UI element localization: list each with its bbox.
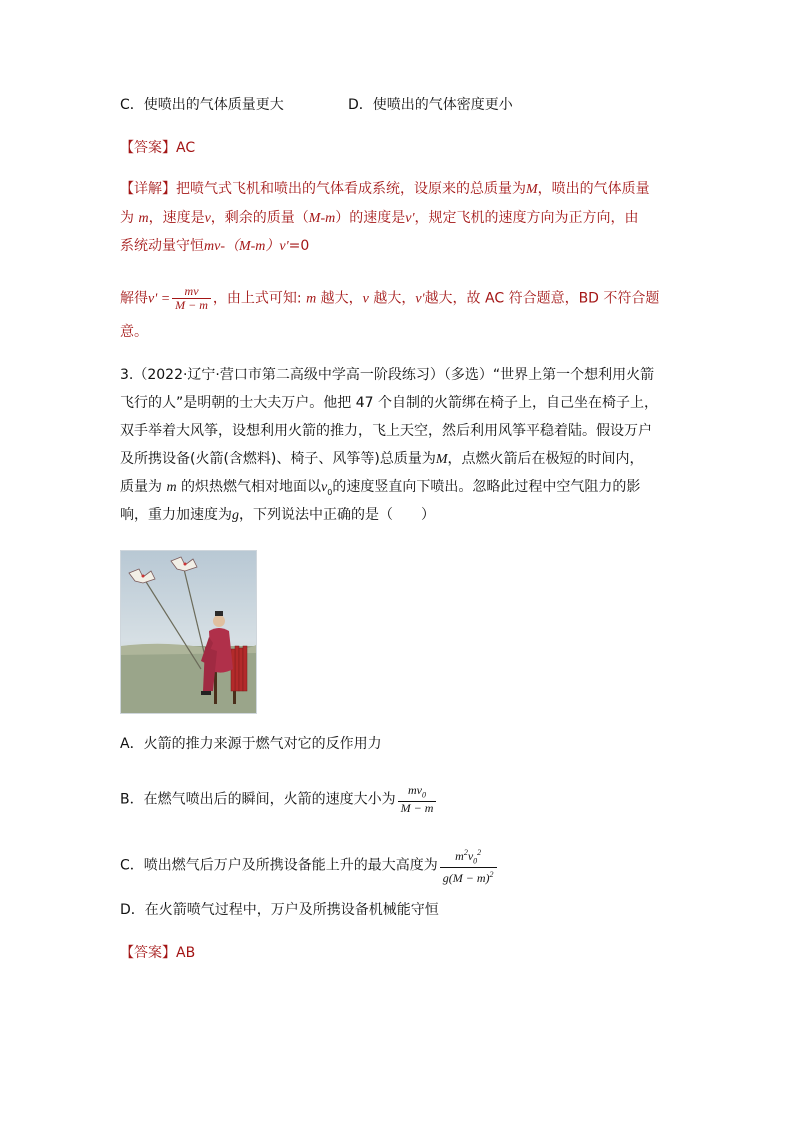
detail-text: ）的速度是	[335, 210, 406, 226]
question-stem-line-2: 飞行的人”是明朝的士大夫万户。他把 47 个自制的火箭绑在椅子上，自己坐在椅子上，	[120, 395, 658, 411]
solve-line	[120, 285, 659, 312]
option-c-q3	[120, 846, 499, 885]
fraction-numerator	[440, 846, 497, 868]
subscript: 0	[327, 487, 333, 497]
stem-text: ，点燃火箭后在极短的时间内，	[447, 451, 644, 467]
detail-text: 把喷气式飞机和喷出的气体看成系统，设原来的总质量为	[176, 181, 526, 197]
var-v0: v	[321, 480, 328, 495]
var-v-prime: v'	[415, 291, 425, 307]
option-d-q3: D．在火箭喷气过程中，万户及所携设备机械能守恒	[120, 902, 439, 918]
num-text: m	[455, 849, 464, 863]
detail-text: ，喷出的气体质量	[537, 181, 650, 197]
num-text: mv	[407, 783, 422, 797]
answer-value: AB	[176, 945, 196, 961]
detail-line-2	[120, 208, 638, 229]
var-m: m	[306, 291, 317, 307]
option-a: A．火箭的推力来源于燃气对它的反作用力	[120, 736, 382, 752]
superscript: 2	[489, 870, 494, 880]
stem-text: 响，重力加速度为	[120, 507, 232, 523]
detail-text: =0	[288, 238, 310, 254]
detail-text: ，规定飞机的速度方向为正方向，由	[414, 210, 639, 226]
subscript: 0	[421, 790, 426, 800]
option-c: C．使喷出的气体质量更大	[120, 97, 284, 113]
stem-text: 质量为	[120, 479, 167, 495]
var-g: g	[232, 508, 239, 523]
var-M: M	[526, 182, 538, 197]
stem-text: 及所携设备(火箭(含燃料)、椅子、风筝等)总质量为	[120, 451, 436, 467]
detail-text: 系统动量守恒	[120, 238, 204, 254]
var-v-prime: v'	[405, 211, 415, 226]
answer-line-q3	[120, 943, 195, 963]
var-M-minus-m: M-m	[308, 211, 336, 226]
answer-label: 【答案】	[120, 945, 176, 961]
option-text: C．喷出燃气后万户及所携设备能上升的最大高度为	[120, 857, 438, 874]
question-stem-line-6	[120, 505, 435, 526]
fraction	[440, 846, 497, 885]
fraction	[398, 784, 437, 815]
var-M: M	[435, 452, 448, 467]
detail-text: ，速度是	[148, 210, 205, 226]
fraction	[172, 285, 211, 312]
question-stem-line-5	[120, 477, 640, 503]
superscript: 2	[477, 848, 482, 857]
detail-label: 【详解】	[120, 181, 176, 197]
solve-text: 越大，故 AC 符合题意，BD 不符合题	[424, 290, 660, 307]
fraction-denominator	[440, 868, 497, 885]
option-d: D．使喷出的气体密度更小	[348, 97, 513, 113]
detail-line-1	[120, 179, 650, 200]
fraction-numerator	[398, 784, 437, 802]
var-m: m	[166, 480, 177, 495]
superscript: 2	[463, 848, 468, 857]
answer-label: 【答案】	[120, 140, 176, 156]
option-text: B．在燃气喷出后的瞬间，火箭的速度大小为	[120, 791, 396, 808]
stem-text: ，下列说法中正确的是（ ）	[239, 507, 435, 523]
fraction-denominator: M − m	[400, 801, 434, 816]
detail-text: 为	[120, 210, 139, 226]
den-text: g(M − m)	[442, 871, 490, 886]
answer-value: AC	[176, 140, 196, 156]
solve-text: 越大，	[368, 290, 416, 307]
momentum-equation: mv-（M-m）v'	[204, 239, 289, 254]
wan-hu-illustration	[120, 550, 257, 714]
num-text: v	[467, 849, 474, 863]
fraction-numerator: mv	[172, 285, 211, 299]
var-v: v	[204, 211, 211, 226]
var-m: m	[138, 211, 149, 226]
question-stem-line-3: 双手举着大风筝，设想利用火箭的推力，飞上天空，然后利用风筝平稳着陆。假设万户	[120, 423, 652, 439]
var-v: v	[362, 291, 369, 307]
question-stem-line-4	[120, 449, 644, 470]
solve-text: ，由上式可知:	[212, 290, 307, 307]
fraction-denominator: M − m	[175, 298, 208, 312]
detail-line-3	[120, 236, 309, 257]
solve-text: 越大，	[316, 290, 363, 307]
solve-line-tail: 意。	[120, 324, 148, 340]
stem-text: 的速度竖直向下喷出。忽略此过程中空气阻力的影	[332, 479, 641, 495]
answer-line	[120, 138, 195, 158]
stem-text: 的炽热燃气相对地面以	[176, 479, 322, 495]
detail-text: ，剩余的质量（	[210, 210, 309, 226]
question-stem-line-1: 3.（2022·辽宁·营口市第二高级中学高一阶段练习）（多选）“世界上第一个想利用火箭	[120, 367, 655, 383]
var-v-prime: v' =	[148, 291, 171, 307]
option-b	[120, 784, 438, 815]
subscript: 0	[473, 856, 478, 866]
solve-text: 解得	[120, 290, 148, 307]
